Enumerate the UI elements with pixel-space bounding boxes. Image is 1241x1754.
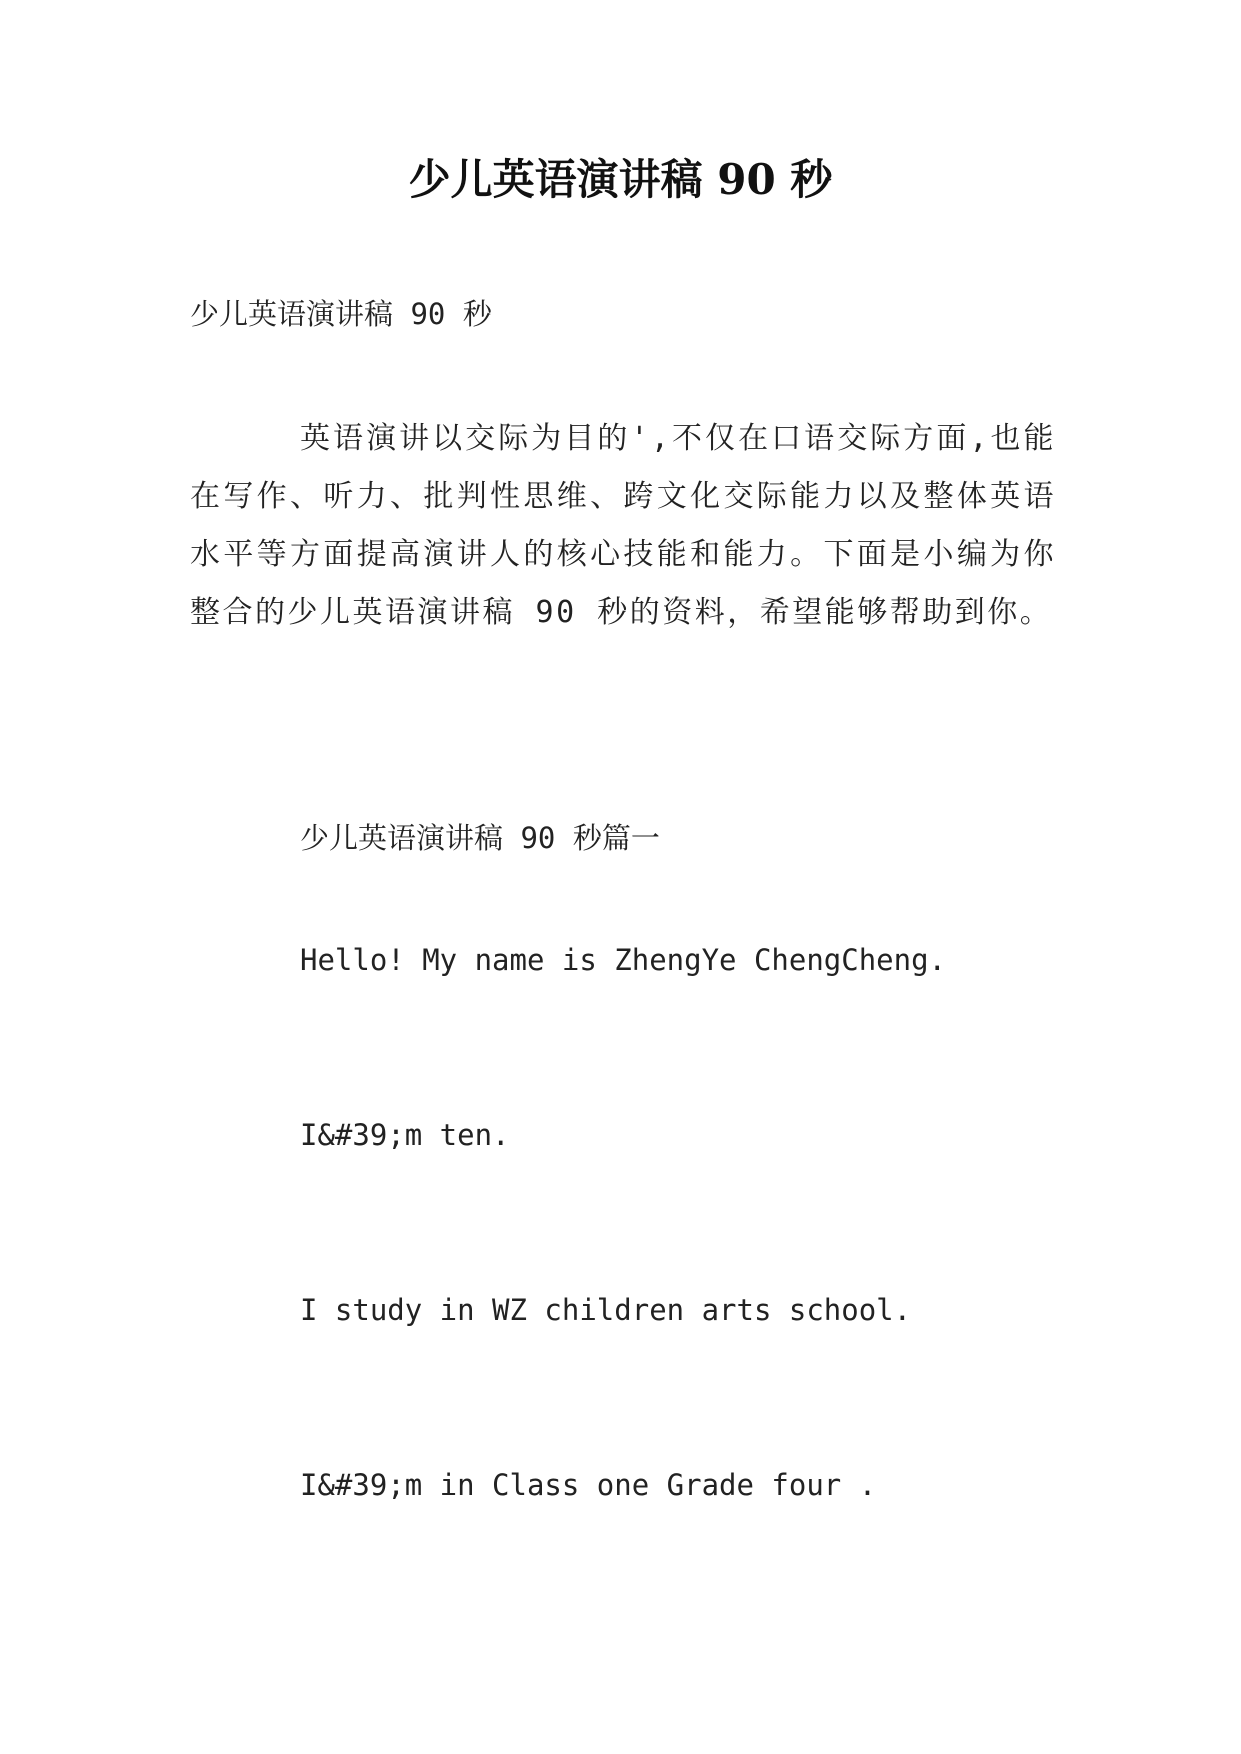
speech-sentence: Hello! My name is ZhengYe ChengCheng. bbox=[300, 943, 947, 977]
speech-sentence: I&#39;m in Class one Grade four . bbox=[300, 1468, 877, 1502]
speech-sentence: I&#39;m ten. bbox=[300, 1118, 510, 1152]
section-heading: 少儿英语演讲稿 90 秒篇一 bbox=[300, 821, 660, 855]
intro-paragraph: 英语演讲以交际为目的',不仅在口语交际方面,也能在写作、听力、批判性思维、跨文化交际能力以及整体英语水平等方面提高演讲人的核心技能和能力。下面是小编为你整合的少儿英语演讲稿 90 秒的资料，希望能够帮助到你。 bbox=[190, 421, 1056, 630]
document-subtitle: 少儿英语演讲稿 90 秒 bbox=[190, 297, 492, 331]
document-title: 少儿英语演讲稿 90 秒 bbox=[408, 155, 833, 204]
speech-sentence: I study in WZ children arts school. bbox=[300, 1293, 912, 1327]
